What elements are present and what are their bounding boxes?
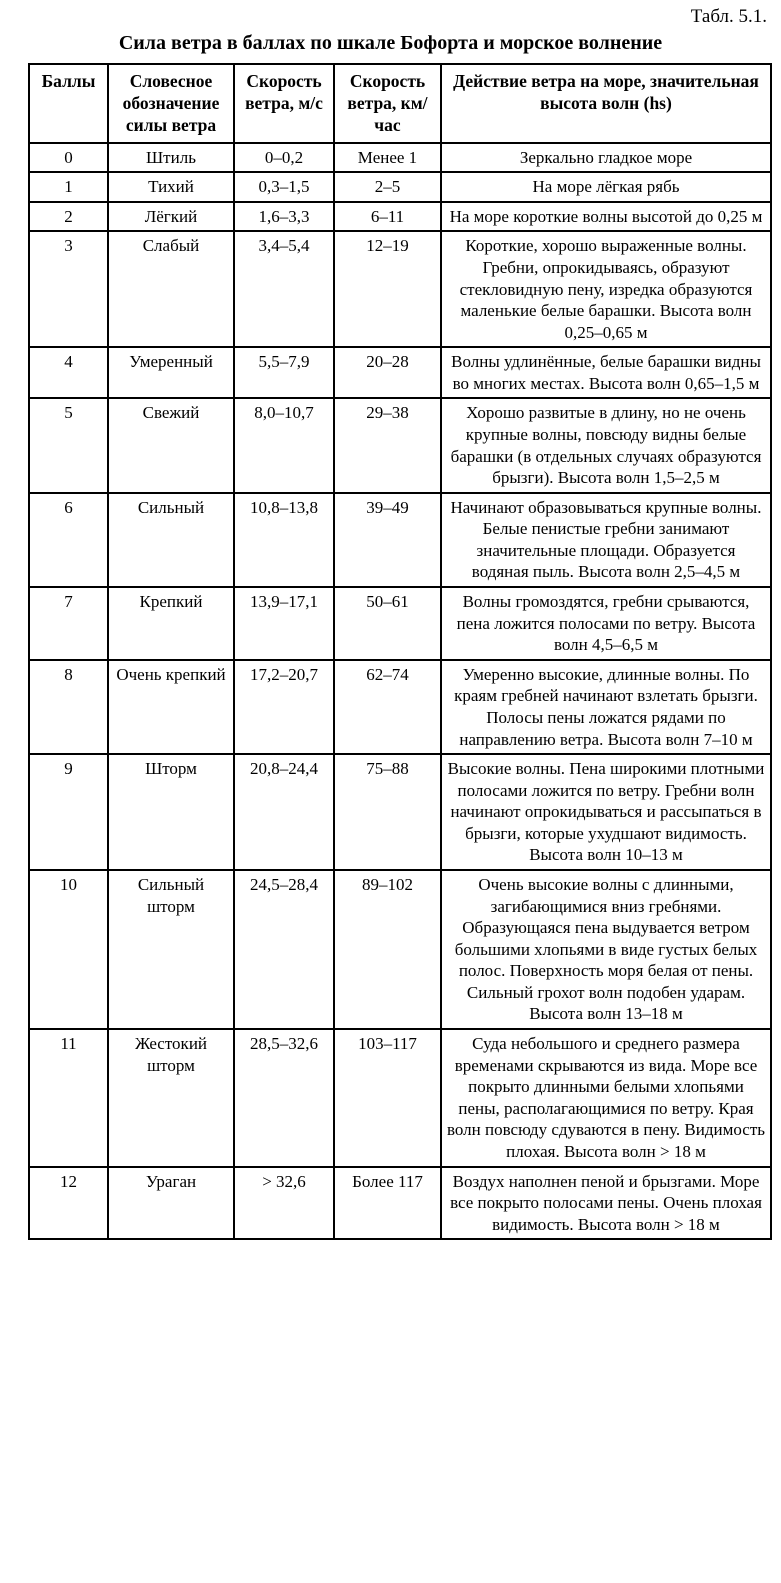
cell-name: Умеренный [108, 347, 234, 398]
cell-speed-ms: 3,4–5,4 [234, 231, 334, 347]
cell-name: Жестокий шторм [108, 1029, 234, 1166]
cell-speed-kmh: 75–88 [334, 754, 441, 870]
cell-score: 2 [29, 202, 108, 232]
cell-speed-ms: 24,5–28,4 [234, 870, 334, 1029]
beaufort-scale-table [28, 63, 772, 1240]
cell-speed-ms: 1,6–3,3 [234, 202, 334, 232]
cell-speed-ms: 17,2–20,7 [234, 660, 334, 754]
cell-speed-ms: 13,9–17,1 [234, 587, 334, 660]
cell-score: 0 [29, 143, 108, 173]
cell-effect: Волны громоздятся, гребни срываются, пена ложится полосами по ветру. Высота волн 4,5–6,5 м [441, 587, 771, 660]
table-row [29, 1167, 771, 1240]
table-row [29, 493, 771, 587]
cell-effect: Короткие, хорошо выраженные волны. Гребни, опрокидываясь, образуют стекловидную пену, изредка образуются маленькие белые барашки. Высота волн 0,25–0,65 м [441, 231, 771, 347]
cell-score: 12 [29, 1167, 108, 1240]
cell-name: Штиль [108, 143, 234, 173]
table-row [29, 347, 771, 398]
cell-name: Сильный шторм [108, 870, 234, 1029]
cell-effect: Умеренно высокие, длинные волны. По краям гребней начинают взлетать брызги. Полосы пены ложатся рядами по направлению ветра. Высота волн 7–10 м [441, 660, 771, 754]
cell-speed-ms: 28,5–32,6 [234, 1029, 334, 1166]
column-header-effect: Действие ветра на море, значительная высота волн (hs) [441, 64, 771, 143]
table-row [29, 202, 771, 232]
column-header-score: Баллы [29, 64, 108, 143]
column-header-speed-kmh: Скорость ветра, км/час [334, 64, 441, 143]
cell-speed-ms: 8,0–10,7 [234, 398, 334, 492]
cell-effect: Высокие волны. Пена широкими плотными полосами ложится по ветру. Гребни волн начинают опрокидываться и рассыпаться в брызги, которые ухудшают видимость. Высота волн 10–13 м [441, 754, 771, 870]
cell-speed-kmh: 6–11 [334, 202, 441, 232]
cell-speed-ms: 0,3–1,5 [234, 172, 334, 202]
cell-score: 8 [29, 660, 108, 754]
table-row [29, 660, 771, 754]
cell-speed-kmh: 29–38 [334, 398, 441, 492]
cell-speed-kmh: Менее 1 [334, 143, 441, 173]
table-row [29, 754, 771, 870]
cell-name: Лёгкий [108, 202, 234, 232]
cell-score: 9 [29, 754, 108, 870]
cell-effect: Воздух наполнен пеной и брызгами. Море все покрыто полосами пены. Очень плохая видимость. Высота волн > 18 м [441, 1167, 771, 1240]
cell-effect: На море короткие волны высотой до 0,25 м [441, 202, 771, 232]
cell-score: 1 [29, 172, 108, 202]
table-row [29, 870, 771, 1029]
cell-speed-kmh: 89–102 [334, 870, 441, 1029]
table-row [29, 398, 771, 492]
table-row [29, 143, 771, 173]
cell-effect: Волны удлинённые, белые барашки видны во многих местах. Высота волн 0,65–1,5 м [441, 347, 771, 398]
cell-score: 10 [29, 870, 108, 1029]
cell-effect: Начинают образовываться крупные волны. Белые пенистые гребни занимают значительные площади. Образуется водяная пыль. Высота волн 2,5–4,5 м [441, 493, 771, 587]
cell-name: Крепкий [108, 587, 234, 660]
column-header-speed-ms: Скорость ветра, м/с [234, 64, 334, 143]
cell-score: 11 [29, 1029, 108, 1166]
cell-name: Сильный [108, 493, 234, 587]
cell-effect: Зеркально гладкое море [441, 143, 771, 173]
cell-effect: Суда небольшого и среднего размера временами скрываются из вида. Море все покрыто длинными белыми хлопьями пены, располагающимися по ветру. Края волн повсюду сдуваются в пену. Видимость плохая. Высота волн > 18 м [441, 1029, 771, 1166]
table-row [29, 172, 771, 202]
cell-effect: На море лёгкая рябь [441, 172, 771, 202]
cell-effect: Очень высокие волны с длинными, загибающимися вниз гребнями. Образующаяся пена выдувается ветром большими хлопьями в виде густых белых полос. Поверхность моря белая от пены. Сильный грохот волн подобен ударам. Высота волн 13–18 м [441, 870, 771, 1029]
cell-name: Свежий [108, 398, 234, 492]
cell-name: Слабый [108, 231, 234, 347]
cell-speed-kmh: 2–5 [334, 172, 441, 202]
cell-score: 5 [29, 398, 108, 492]
cell-score: 6 [29, 493, 108, 587]
column-header-name: Словесное обозначение силы ветра [108, 64, 234, 143]
table-body [29, 143, 771, 1240]
table-row [29, 1029, 771, 1166]
table-row [29, 231, 771, 347]
cell-speed-ms: 5,5–7,9 [234, 347, 334, 398]
cell-name: Тихий [108, 172, 234, 202]
cell-speed-kmh: 50–61 [334, 587, 441, 660]
page-title: Сила ветра в баллах по шкале Бофорта и морское волнение [118, 32, 663, 54]
cell-speed-kmh: 103–117 [334, 1029, 441, 1166]
cell-name: Очень крепкий [108, 660, 234, 754]
cell-effect: Хорошо развитые в длину, но не очень крупные волны, повсюду видны белые барашки (в отдельных случаях образуются брызги). Высота волн 1,5–2,5 м [441, 398, 771, 492]
table-header-row [29, 64, 771, 143]
table-caption: Табл. 5.1. [690, 6, 767, 27]
cell-speed-kmh: 12–19 [334, 231, 441, 347]
cell-speed-kmh: 39–49 [334, 493, 441, 587]
cell-name: Шторм [108, 754, 234, 870]
cell-score: 4 [29, 347, 108, 398]
cell-speed-kmh: Более 117 [334, 1167, 441, 1240]
cell-speed-ms: 20,8–24,4 [234, 754, 334, 870]
cell-speed-ms: 10,8–13,8 [234, 493, 334, 587]
cell-speed-ms: > 32,6 [234, 1167, 334, 1240]
cell-speed-kmh: 62–74 [334, 660, 441, 754]
cell-score: 7 [29, 587, 108, 660]
cell-name: Ураган [108, 1167, 234, 1240]
cell-speed-kmh: 20–28 [334, 347, 441, 398]
cell-score: 3 [29, 231, 108, 347]
table-row [29, 587, 771, 660]
cell-speed-ms: 0–0,2 [234, 143, 334, 173]
